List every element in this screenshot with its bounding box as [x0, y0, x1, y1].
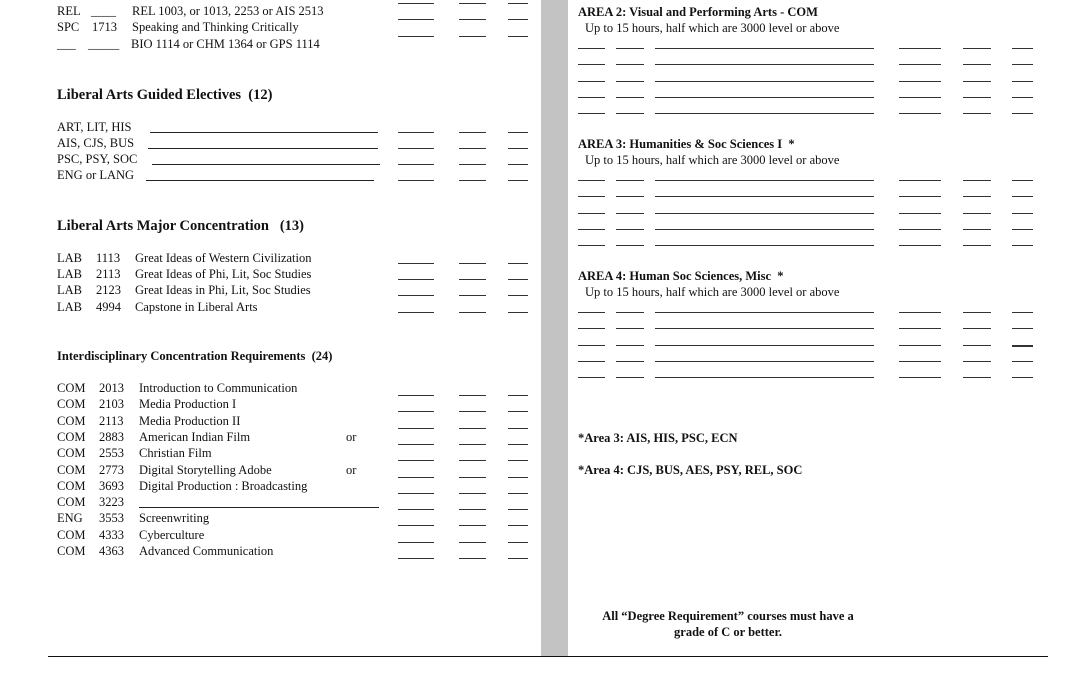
course-blank[interactable] — [655, 48, 874, 49]
grade-blank[interactable] — [459, 509, 486, 510]
row-code: COM — [57, 397, 86, 412]
row-code: COM — [57, 544, 86, 558]
guided-row-label: ART, LIT, HIS — [57, 120, 132, 134]
grade-blank[interactable] — [508, 444, 528, 445]
row-num: 4363 — [99, 544, 124, 558]
course-blank[interactable] — [578, 97, 605, 98]
course-blank[interactable] — [578, 113, 605, 114]
row-title: American Indian Film — [139, 429, 251, 444]
course-blank[interactable] — [1012, 196, 1033, 197]
grade-blank[interactable] — [508, 477, 528, 478]
grade-blank[interactable] — [508, 493, 528, 494]
grade-blank[interactable] — [508, 132, 528, 133]
write-in-line[interactable] — [150, 132, 378, 133]
row-code: REL — [57, 4, 81, 18]
course-blank[interactable] — [1012, 113, 1033, 114]
or-label: or — [346, 462, 357, 477]
course-blank[interactable] — [616, 81, 644, 82]
grade-blank[interactable] — [508, 36, 528, 37]
course-blank[interactable] — [578, 64, 605, 65]
course-blank[interactable] — [1012, 213, 1033, 214]
column-divider — [541, 0, 568, 657]
row-title: Great Ideas of Western Civilization — [135, 251, 312, 265]
course-blank[interactable] — [963, 48, 991, 49]
row-title: REL 1003, or 1013, 2253 or AIS 2513 — [132, 4, 324, 18]
grade-blank[interactable] — [398, 295, 434, 296]
course-blank[interactable] — [963, 196, 991, 197]
course-blank[interactable] — [899, 377, 941, 378]
area3-note: *Area 3: AIS, HIS, PSC, ECN — [578, 431, 738, 445]
row-title: Advanced Communication — [139, 544, 274, 558]
course-blank[interactable] — [899, 196, 941, 197]
interdisciplinary-heading: Interdisciplinary Concentration Requirements (24) — [57, 349, 333, 363]
course-blank[interactable] — [963, 312, 991, 313]
write-in-line[interactable] — [139, 507, 379, 508]
course-blank[interactable] — [899, 97, 941, 98]
course-blank[interactable] — [616, 312, 644, 313]
row-code: LAB — [57, 267, 82, 281]
row-title: Capstone in Liberal Arts — [135, 300, 258, 314]
row-num: 1713 — [92, 20, 117, 34]
course-blank[interactable] — [616, 64, 644, 65]
grade-blank[interactable] — [508, 19, 528, 20]
course-blank[interactable] — [655, 229, 874, 230]
row-code: COM — [57, 413, 86, 428]
row-title: Speaking and Thinking Critically — [132, 20, 299, 34]
grade-blank[interactable] — [508, 3, 528, 4]
row-code: COM — [57, 527, 86, 542]
course-blank[interactable] — [963, 213, 991, 214]
row-title: Media Production II — [139, 413, 241, 428]
course-blank[interactable] — [655, 361, 874, 362]
course-blank[interactable] — [1012, 245, 1033, 246]
course-blank[interactable] — [578, 196, 605, 197]
course-blank[interactable] — [1012, 64, 1033, 65]
row-code: COM — [57, 478, 86, 493]
grade-blank[interactable] — [508, 558, 528, 559]
row-num: 4333 — [99, 527, 124, 542]
row-code: COM — [57, 381, 86, 395]
row-num: 1113 — [96, 251, 121, 265]
area4-heading: AREA 4: Human Soc Sciences, Misc * — [578, 269, 784, 283]
grade-blank[interactable] — [508, 148, 528, 149]
course-blank[interactable] — [578, 81, 605, 82]
grade-blank[interactable] — [398, 411, 434, 412]
grade-blank[interactable] — [398, 36, 434, 37]
grade-blank[interactable] — [398, 460, 434, 461]
course-blank[interactable] — [899, 312, 941, 313]
guided-row-label: AIS, CJS, BUS — [57, 136, 135, 150]
grade-blank[interactable] — [459, 558, 486, 559]
grade-blank[interactable] — [508, 395, 528, 396]
major-concentration-heading: Liberal Arts Major Concentration (13) — [57, 218, 304, 234]
row-code: LAB — [57, 300, 82, 314]
grade-blank[interactable] — [398, 164, 434, 165]
course-blank[interactable] — [655, 97, 874, 98]
course-blank[interactable] — [616, 113, 644, 114]
course-blank[interactable] — [616, 180, 644, 181]
grade-blank[interactable] — [508, 411, 528, 412]
course-blank[interactable] — [899, 180, 941, 181]
grade-blank[interactable] — [459, 525, 486, 526]
row-num: 2013 — [99, 381, 124, 395]
area2-subheading: Up to 15 hours, half which are 3000 level or above — [585, 21, 840, 35]
grade-blank[interactable] — [398, 558, 434, 559]
course-blank[interactable] — [578, 345, 605, 346]
course-blank[interactable] — [963, 377, 991, 378]
grade-blank[interactable] — [508, 180, 528, 181]
course-blank[interactable] — [963, 328, 991, 329]
grade-blank[interactable] — [508, 509, 528, 510]
grade-blank[interactable] — [459, 428, 486, 429]
course-blank[interactable] — [963, 81, 991, 82]
course-blank[interactable] — [1012, 328, 1033, 329]
grade-blank[interactable] — [459, 295, 486, 296]
write-in-line[interactable] — [152, 164, 380, 165]
area2-heading: AREA 2: Visual and Performing Arts - COM — [578, 5, 818, 19]
course-blank[interactable] — [963, 180, 991, 181]
grade-blank[interactable] — [459, 493, 486, 494]
course-blank[interactable] — [655, 312, 874, 313]
grade-blank[interactable] — [508, 542, 528, 543]
course-blank[interactable] — [963, 361, 991, 362]
course-blank[interactable] — [578, 48, 605, 49]
row-num: 2123 — [96, 283, 121, 297]
row-code: COM — [57, 462, 86, 477]
bottom-rule — [48, 656, 1048, 657]
row-num: 2883 — [99, 429, 124, 444]
course-blank[interactable] — [616, 361, 644, 362]
course-blank[interactable] — [899, 245, 941, 246]
course-blank[interactable] — [578, 229, 605, 230]
course-blank[interactable] — [963, 97, 991, 98]
row-code: ENG — [57, 511, 83, 526]
row-title: Cyberculture — [139, 527, 205, 542]
grade-blank[interactable] — [508, 295, 528, 296]
row-num: 3223 — [99, 495, 124, 510]
grade-blank[interactable] — [459, 477, 486, 478]
write-in-line[interactable] — [146, 180, 374, 181]
grade-blank[interactable] — [398, 19, 434, 20]
row-title: Digital Production : Broadcasting — [139, 478, 308, 493]
grade-blank[interactable] — [398, 132, 434, 133]
row-title: Digital Storytelling Adobe — [139, 462, 272, 477]
grade-blank[interactable] — [508, 263, 528, 264]
course-blank[interactable] — [899, 213, 941, 214]
guided-row-label: ENG or LANG — [57, 168, 135, 182]
grade-blank[interactable] — [459, 460, 486, 461]
grade-blank[interactable] — [459, 395, 486, 396]
course-blank[interactable] — [1012, 345, 1033, 347]
grade-blank[interactable] — [459, 19, 486, 20]
course-blank[interactable] — [655, 180, 874, 181]
course-blank[interactable] — [655, 377, 874, 378]
course-blank[interactable] — [963, 345, 991, 346]
course-blank[interactable] — [578, 213, 605, 214]
course-blank[interactable] — [899, 64, 941, 65]
course-blank[interactable] — [899, 328, 941, 329]
course-blank[interactable] — [899, 48, 941, 49]
grade-blank[interactable] — [459, 312, 486, 313]
row-code: LAB — [57, 251, 82, 265]
row-code: COM — [57, 429, 86, 444]
grade-blank[interactable] — [459, 542, 486, 543]
area3-subheading: Up to 15 hours, half which are 3000 level or above — [585, 153, 840, 167]
grade-blank[interactable] — [398, 444, 434, 445]
area3-heading: AREA 3: Humanities & Soc Sciences I * — [578, 137, 795, 151]
grade-blank[interactable] — [398, 395, 434, 396]
grade-blank[interactable] — [398, 263, 434, 264]
guided-electives-heading: Liberal Arts Guided Electives (12) — [57, 87, 273, 103]
grade-blank[interactable] — [398, 3, 434, 4]
row-title: Screenwriting — [139, 511, 210, 526]
row-code: COM — [57, 495, 86, 510]
area4-subheading: Up to 15 hours, half which are 3000 level or above — [585, 285, 840, 299]
row-title: Great Ideas of Phi, Lit, Soc Studies — [135, 267, 312, 281]
course-blank[interactable] — [655, 213, 874, 214]
course-blank[interactable] — [1012, 377, 1033, 378]
row-title: Great Ideas in Phi, Lit, Soc Studies — [135, 283, 311, 297]
course-blank[interactable] — [655, 345, 874, 346]
course-blank[interactable] — [963, 113, 991, 114]
course-blank[interactable] — [578, 312, 605, 313]
grade-blank[interactable] — [508, 164, 528, 165]
course-blank[interactable] — [578, 245, 605, 246]
row-code: LAB — [57, 283, 82, 297]
grade-blank[interactable] — [459, 263, 486, 264]
grade-blank[interactable] — [459, 3, 486, 4]
grade-blank[interactable] — [459, 444, 486, 445]
course-blank[interactable] — [616, 97, 644, 98]
course-blank[interactable] — [655, 113, 874, 114]
course-blank[interactable] — [655, 328, 874, 329]
course-blank[interactable] — [1012, 361, 1033, 362]
course-blank[interactable] — [655, 245, 874, 246]
row-num: 2113 — [99, 413, 124, 428]
footer-note-line2: grade of C or better. — [674, 625, 782, 639]
or-label: or — [346, 429, 357, 444]
course-blank[interactable] — [963, 229, 991, 230]
course-blank[interactable] — [963, 64, 991, 65]
write-in-line[interactable] — [148, 148, 378, 149]
area4-note: *Area 4: CJS, BUS, AES, PSY, REL, SOC — [578, 463, 803, 477]
course-blank[interactable] — [899, 345, 941, 346]
row-num: 2113 — [96, 267, 121, 281]
row-num: _____ — [88, 37, 120, 51]
grade-blank[interactable] — [398, 477, 434, 478]
grade-blank[interactable] — [459, 36, 486, 37]
course-blank[interactable] — [899, 113, 941, 114]
course-blank[interactable] — [899, 361, 941, 362]
course-blank[interactable] — [899, 81, 941, 82]
course-blank[interactable] — [1012, 97, 1033, 98]
footer-note-line1: All “Degree Requirement” courses must have a — [602, 609, 854, 623]
row-title: BIO 1114 or CHM 1364 or GPS 1114 — [131, 37, 320, 51]
course-blank[interactable] — [1012, 48, 1033, 49]
grade-blank[interactable] — [459, 164, 486, 165]
course-blank[interactable] — [616, 48, 644, 49]
guided-row-label: PSC, PSY, SOC — [57, 152, 138, 166]
row-num: 2773 — [99, 462, 124, 477]
course-blank[interactable] — [616, 345, 644, 346]
grade-blank[interactable] — [508, 428, 528, 429]
course-blank[interactable] — [655, 64, 874, 65]
grade-blank[interactable] — [508, 525, 528, 526]
course-blank[interactable] — [655, 81, 874, 82]
course-blank[interactable] — [578, 361, 605, 362]
row-num: 2553 — [99, 446, 124, 461]
row-title: Media Production I — [139, 397, 237, 412]
row-code: SPC — [57, 20, 80, 34]
grade-blank[interactable] — [508, 460, 528, 461]
course-blank[interactable] — [963, 245, 991, 246]
course-blank[interactable] — [616, 245, 644, 246]
grade-blank[interactable] — [398, 493, 434, 494]
row-num: 2103 — [99, 397, 124, 412]
course-blank[interactable] — [1012, 81, 1033, 82]
grade-blank[interactable] — [398, 148, 434, 149]
row-code: ___ — [57, 37, 76, 51]
course-blank[interactable] — [1012, 312, 1033, 313]
grade-blank[interactable] — [398, 312, 434, 313]
grade-blank[interactable] — [398, 180, 434, 181]
grade-blank[interactable] — [398, 509, 434, 510]
course-blank[interactable] — [616, 196, 644, 197]
course-blank[interactable] — [578, 377, 605, 378]
course-blank[interactable] — [616, 328, 644, 329]
course-blank[interactable] — [578, 328, 605, 329]
grade-blank[interactable] — [398, 542, 434, 543]
grade-blank[interactable] — [398, 428, 434, 429]
course-blank[interactable] — [616, 377, 644, 378]
grade-blank[interactable] — [508, 312, 528, 313]
row-num: 4994 — [96, 300, 121, 314]
grade-blank[interactable] — [459, 279, 486, 280]
grade-blank[interactable] — [398, 525, 434, 526]
row-num: 3553 — [99, 511, 124, 526]
row-num: ____ — [91, 4, 116, 18]
grade-blank[interactable] — [508, 279, 528, 280]
grade-blank[interactable] — [398, 279, 434, 280]
grade-blank[interactable] — [459, 180, 486, 181]
grade-blank[interactable] — [459, 411, 486, 412]
grade-blank[interactable] — [459, 132, 486, 133]
grade-blank[interactable] — [459, 148, 486, 149]
course-blank[interactable] — [1012, 180, 1033, 181]
row-code: COM — [57, 446, 86, 461]
course-blank[interactable] — [578, 180, 605, 181]
course-blank[interactable] — [1012, 229, 1033, 230]
row-num: 3693 — [99, 478, 124, 493]
row-title: Introduction to Communication — [139, 381, 298, 395]
course-blank[interactable] — [899, 229, 941, 230]
row-title: Christian Film — [139, 446, 212, 461]
course-blank[interactable] — [616, 229, 644, 230]
course-blank[interactable] — [655, 196, 874, 197]
course-blank[interactable] — [616, 213, 644, 214]
